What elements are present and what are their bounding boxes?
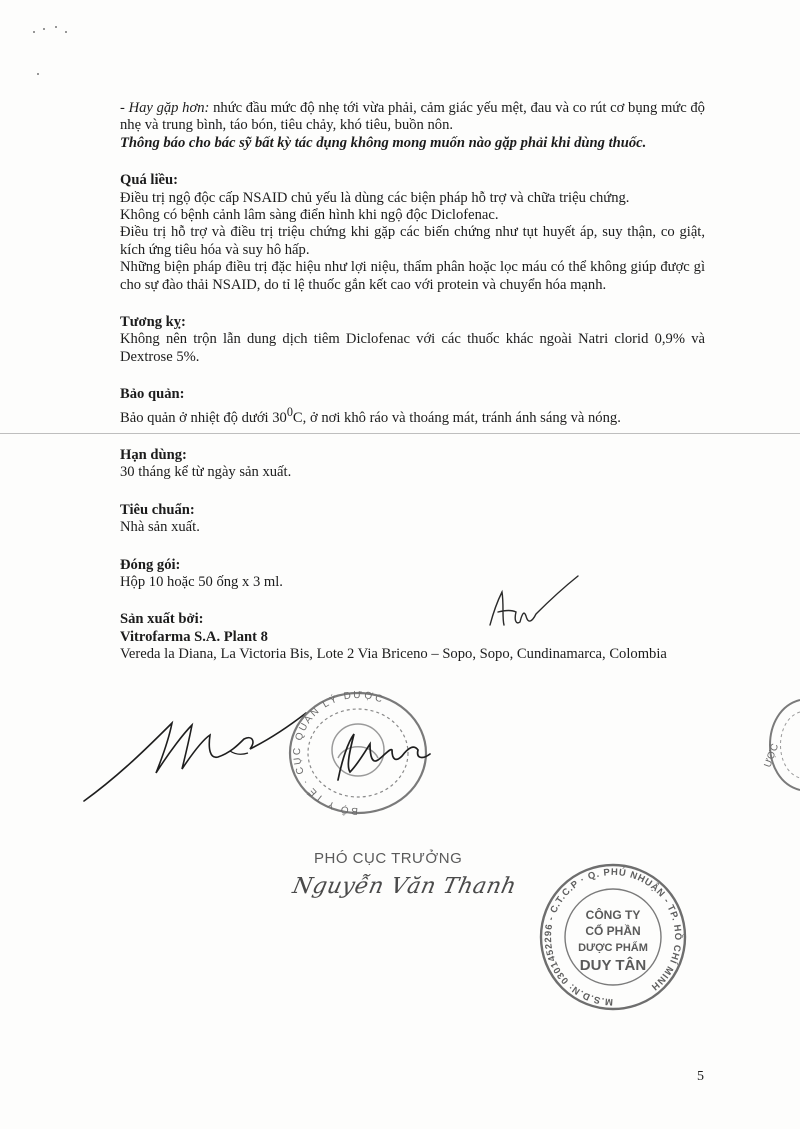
overdose-paragraph: Điều trị hỗ trợ và điều trị triệu chứng khi gặp các biến chứng như tụt huyết áp, suy thận, co giật, kích ứng tiêu hóa và suy hô hấp. (120, 224, 705, 258)
document-body (120, 100, 705, 664)
initial-signature (480, 570, 590, 640)
storage-degree: 0 (286, 404, 293, 419)
partial-stamp-right (740, 690, 800, 800)
page-number: 5 (697, 1069, 704, 1084)
scan-specks (28, 22, 88, 82)
shelf-life-text: 30 tháng kể từ ngày sản xuất. (120, 464, 292, 481)
company-stamp (538, 862, 688, 1012)
company-stamp-ring: M.S.D.N: 0301452296 - C.T.C.P · Q. PHÚ NHUẬN - TP. HỒ CHÍ MINH (542, 866, 684, 1008)
overdose-paragraph: Không có bệnh cảnh lâm sàng điển hình khi ngộ độc Diclofenac. (120, 207, 499, 224)
storage-text-before: Bảo quản ở nhiệt độ dưới 30 (120, 409, 287, 426)
packaging-heading: Đóng gói: (120, 556, 181, 573)
manufacturer-name: Vitrofarma S.A. Plant 8 (120, 628, 268, 645)
adverse-notice: Thông báo cho bác sỹ bất kỳ tác dụng không mong muốn nào gặp phải khi dùng thuốc. (120, 134, 647, 151)
overdose-paragraph: Những biện pháp điều trị đặc hiệu như lợi niệu, thẩm phân hoặc lọc máu có thể không giúp được gì cho sự đào thải NSAID, do tỉ lệ thuốc gắn kết cao với protein và chuyển hóa mạnh. (120, 259, 705, 293)
manufacturer-address: Vereda la Diana, La Victoria Bis, Lote 2 Via Briceno – Sopo, Sopo, Cundinamarca, Colombia (120, 646, 667, 663)
interactions-text: Không nên trộn lẫn dung dịch tiêm Diclofenac với các thuốc khác ngoài Natri clorid 0,9% và Dextrose 5%. (120, 331, 705, 365)
company-stamp-line: CÔNG TY (585, 908, 641, 922)
storage-text-after: C, ở nơi khô ráo và thoáng mát, tránh ánh sáng và nóng. (292, 409, 621, 426)
handwritten-signature-stamp (330, 720, 440, 790)
interactions-heading: Tương kỵ: (120, 314, 186, 331)
overdose-paragraph: Điều trị ngộ độc cấp NSAID chủ yếu là dùng các biện pháp hỗ trợ và chữa triệu chứng. (120, 189, 630, 206)
adverse-common-text: nhức đầu mức độ nhẹ tới vừa phải, cảm giác yếu mệt, đau và co rút cơ bụng mức độ nhẹ và trung bình, táo bón, tiêu chảy, khó tiêu, buồn nôn. (120, 100, 705, 134)
storage-text (120, 404, 705, 427)
standard-text: Nhà sản xuất. (120, 519, 200, 536)
shelf-life-heading: Hạn dùng: (120, 446, 187, 463)
company-stamp-line: DƯỢC PHẨM (578, 942, 648, 954)
company-stamp-line: DUY TÂN (579, 957, 647, 974)
ministry-stamp-text: BỘ Y TẾ · CỤC QUẢN LÝ DƯỢC (291, 689, 386, 817)
packaging-text: Hộp 10 hoặc 50 ống x 3 ml. (120, 573, 283, 590)
signatory-title: PHÓ CỤC TRƯỞNG (314, 850, 463, 867)
storage-heading: Bảo quản: (120, 386, 185, 403)
standard-heading: Tiêu chuẩn: (120, 501, 195, 518)
company-stamp-line: CỔ PHẦN (585, 924, 641, 938)
handwritten-signature-left (80, 705, 310, 805)
manufacturer-heading: Sản xuất bởi: (120, 611, 204, 628)
partial-stamp-text: ƯỢC (762, 742, 782, 770)
signatory-name: Nguyễn Văn Thanh (290, 874, 519, 899)
adverse-common-label: - Hay gặp hơn: (120, 100, 210, 116)
overdose-heading: Quá liều: (120, 172, 178, 189)
adverse-common (120, 100, 705, 135)
